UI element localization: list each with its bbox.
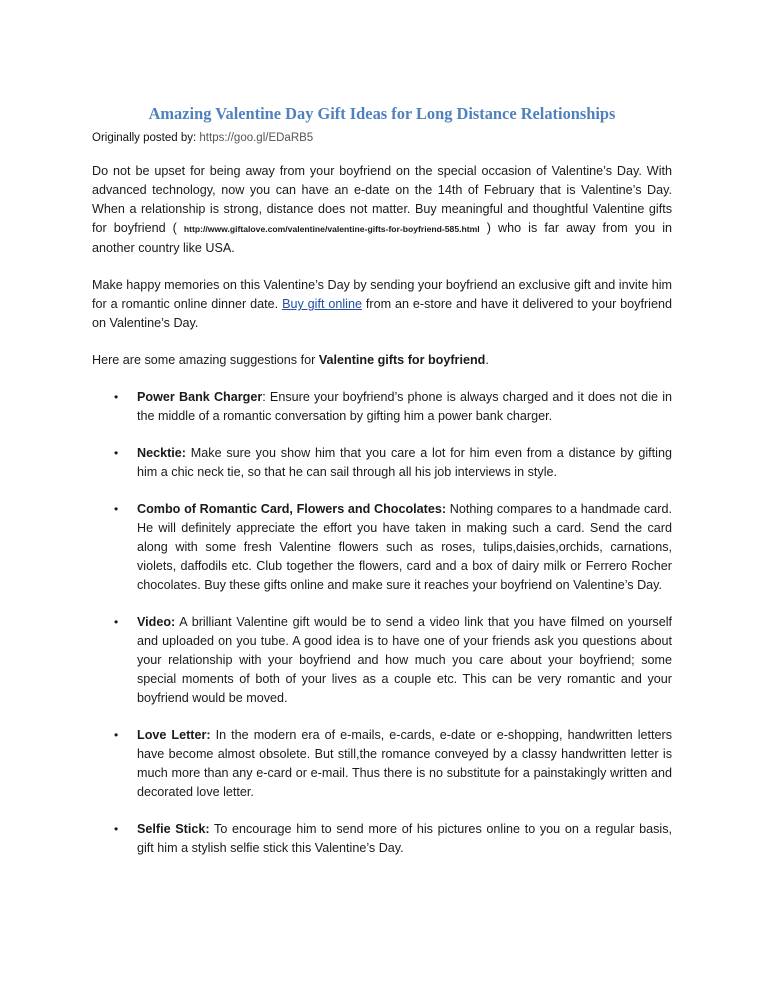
gift-heading: Love Letter: (137, 728, 211, 742)
gift-heading: Power Bank Charger (137, 390, 263, 404)
bullet-icon: • (114, 390, 119, 404)
suggestions-bold: Valentine gifts for boyfriend (318, 353, 486, 367)
suggestions-text-end: . (485, 353, 489, 367)
gift-text: Nothing compares to a handmade card. He will definitely appreciate the effort you have taken in making such a card. Send the card along with some fresh Valentine flowers such as roses, tulips,daisies,orchids, carnations, violets, daffodils etc. Club together the flowers, card and a box of dairy milk or Ferrero Rocher chocolates. Buy these gifts online and make sure it reaches your boyfriend on Valentine’s Day. (137, 502, 672, 592)
gift-list (92, 388, 672, 858)
bullet-icon: • (114, 822, 119, 836)
buy-gift-online-link[interactable]: Buy gift online (282, 297, 362, 311)
list-item (92, 444, 672, 482)
memories-text-start: Make happy memories on this Valentine’s Day by sending your boyfriend an exclusive gift and invite him for a romantic online dinner date. (92, 278, 672, 311)
list-item (92, 500, 672, 595)
intro-paragraph (92, 162, 672, 258)
list-item (92, 820, 672, 858)
posted-by-line (92, 130, 672, 146)
gift-text: In the modern era of e-mails, e-cards, e-date or e-shopping, handwritten letters have become almost obsolete. But still,the romance conveyed by a classy handwritten letter is much more than any e-card or e-mail. Thus there is no substitute for a painstakingly written and decorated love letter. (137, 728, 673, 799)
posted-by-label: Originally posted by: (92, 132, 197, 144)
posted-by-url[interactable]: https://goo.gl/EDaRB5 (199, 132, 314, 144)
gift-text: To encourage him to send more of his pictures online to you on a regular basis, gift him a stylish selfie stick this Valentine’s Day. (137, 822, 672, 855)
suggestions-text-start: Here are some amazing suggestions for (92, 353, 319, 367)
list-item (92, 388, 672, 426)
list-item (92, 726, 672, 802)
bullet-icon: • (114, 502, 119, 516)
bullet-icon: • (114, 728, 119, 742)
gift-heading: Selfie Stick: (137, 822, 210, 836)
suggestions-paragraph (92, 351, 672, 370)
gift-text: A brilliant Valentine gift would be to send a video link that you have filmed on yourself and uploaded on you tube. A good idea is to have one of your friends ask you questions about your relationship with your boyfriend and how much you care about your boyfriend; some special moments of both of your lives as a couple etc. This can be very romantic and your boyfriend would be moved. (137, 615, 672, 705)
bullet-icon: • (114, 615, 119, 629)
gift-heading: Video: (137, 615, 176, 629)
gift-text: Make sure you show him that you care a lot for him even from a distance by gifting him a chic neck tie, so that he can sail through all his job interviews in style. (137, 446, 672, 479)
gift-heading: Necktie: (137, 446, 186, 460)
gift-text: : Ensure your boyfriend’s phone is always charged and it does not die in the middle of a romantic conversation by gifting him a power bank charger. (137, 390, 672, 423)
memories-paragraph (92, 276, 672, 333)
giftalove-url[interactable]: http://www.giftalove.com/valentine/valentine-gifts-for-boyfriend-585.html (183, 224, 480, 234)
intro-text-end: ) who is far away from you in another country like USA. (92, 221, 672, 255)
intro-text-start: Do not be upset for being away from your boyfriend on the special occasion of Valentine’s Day. With advanced technology, now you can have an e-date on the 14th of February that is Valentine’s Day. When a relationship is strong, distance does not matter. Buy meaningful and thoughtful Valentine gifts for boyfriend ( (92, 164, 672, 235)
memories-text-end: from an e-store and have it delivered to your boyfriend on Valentine’s Day. (92, 297, 672, 330)
gift-heading: Combo of Romantic Card, Flowers and Chocolates: (137, 502, 447, 516)
bullet-icon: • (114, 446, 119, 460)
document-title: Amazing Valentine Day Gift Ideas for Long Distance Relationships (148, 104, 616, 123)
list-item (92, 613, 672, 708)
